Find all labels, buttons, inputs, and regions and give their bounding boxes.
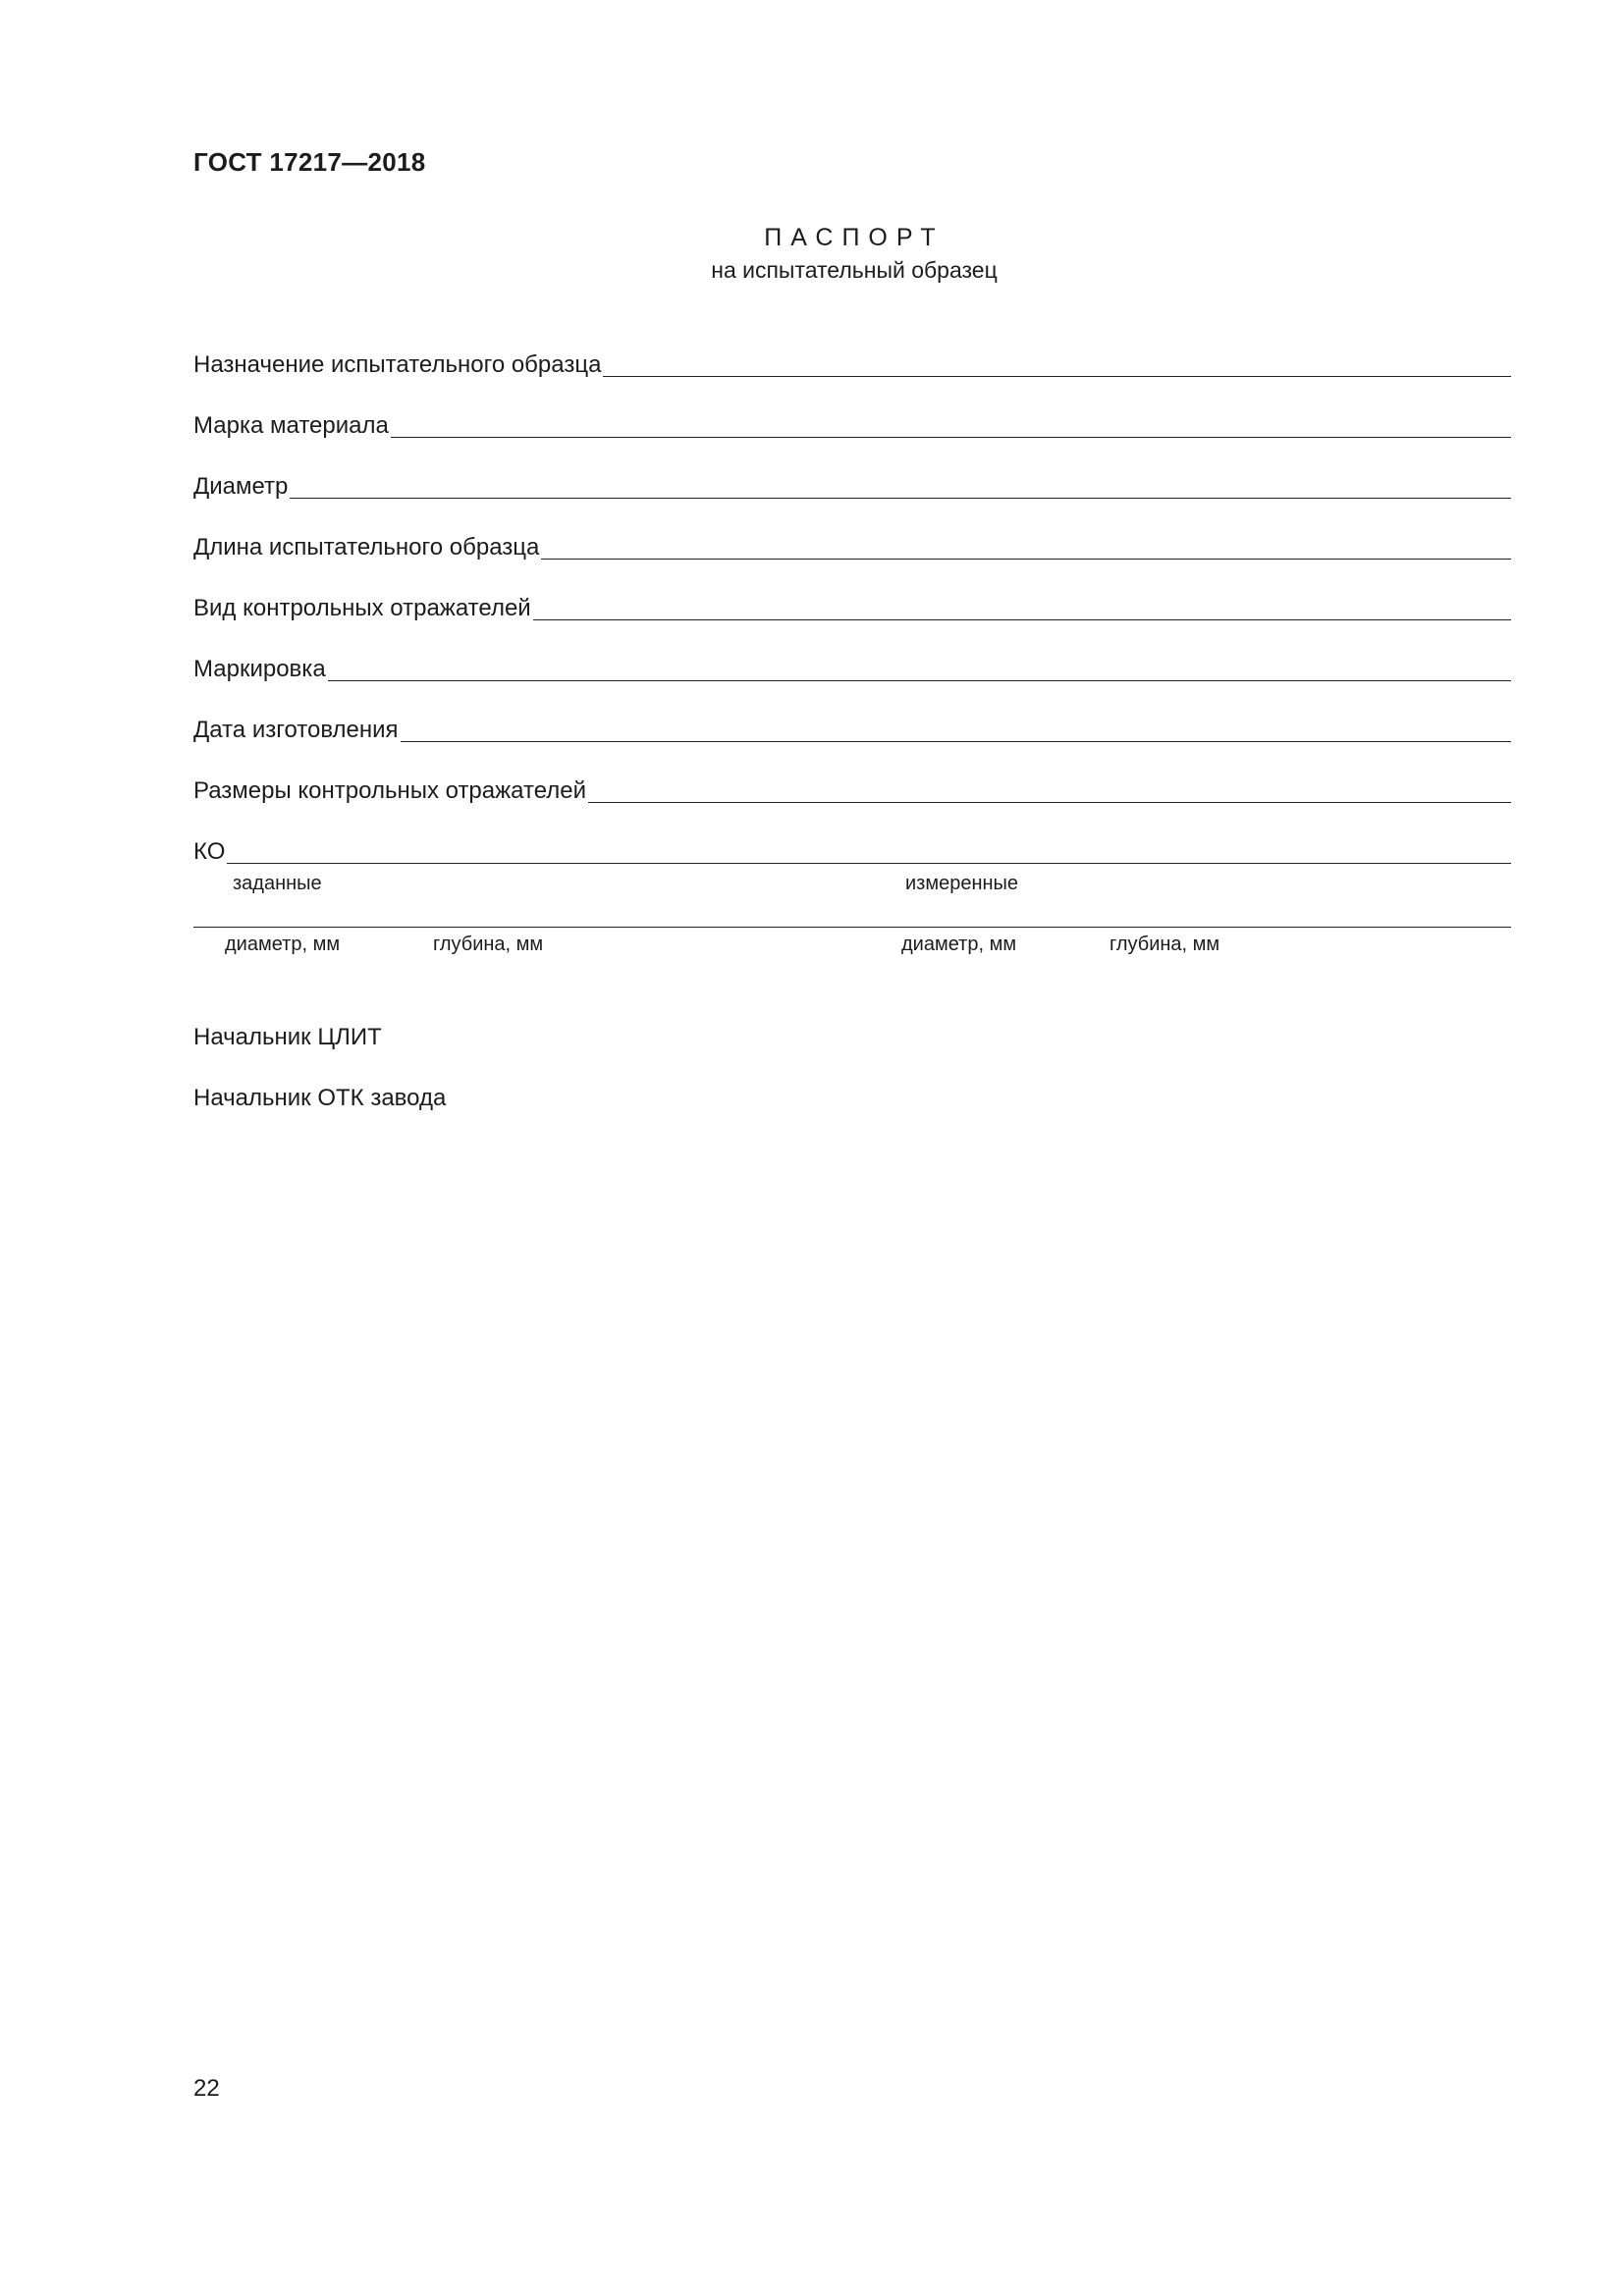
fill-line[interactable] — [603, 375, 1511, 377]
ko-measured-depth-label: глубина, мм — [1110, 934, 1220, 955]
fill-line[interactable] — [227, 862, 1511, 864]
fill-line[interactable] — [533, 618, 1511, 620]
field-marking[interactable] — [193, 650, 1511, 685]
page-number: 22 — [193, 2075, 220, 2102]
field-label: Маркировка — [193, 656, 326, 682]
ko-measured-label: измеренные — [905, 873, 1019, 894]
fill-line[interactable] — [541, 558, 1511, 560]
field-manufacture-date[interactable] — [193, 711, 1511, 746]
fill-line[interactable] — [588, 801, 1511, 803]
field-ko[interactable] — [193, 832, 1511, 868]
fill-line[interactable] — [401, 740, 1511, 742]
field-reflector-sizes[interactable] — [193, 772, 1511, 807]
field-purpose[interactable] — [193, 346, 1511, 381]
field-reflector-type[interactable] — [193, 589, 1511, 624]
fill-line[interactable] — [391, 436, 1511, 438]
fill-line[interactable] — [290, 497, 1511, 499]
field-diameter[interactable] — [193, 467, 1511, 503]
field-label: Дата изготовления — [193, 717, 399, 743]
field-label: Назначение испытательного образца — [193, 351, 602, 378]
field-label: КО — [193, 838, 226, 865]
ko-measured-diameter-label: диаметр, мм — [901, 934, 1017, 955]
field-material-grade[interactable] — [193, 406, 1511, 442]
signature-head-otk: Начальник ОТК завода — [193, 1085, 447, 1111]
field-label: Марка материала — [193, 412, 389, 439]
signature-head-lab: Начальник ЦЛИТ — [193, 1024, 382, 1050]
ko-values-line[interactable] — [193, 927, 1511, 928]
field-label: Вид контрольных отражателей — [193, 595, 531, 621]
field-label: Размеры контрольных отражателей — [193, 777, 587, 804]
ko-given-label: заданные — [233, 873, 322, 894]
field-label: Диаметр — [193, 473, 289, 500]
field-label: Длина испытательного образца — [193, 534, 540, 561]
document-title: ПАСПОРТ — [764, 224, 945, 251]
document-subtitle: на испытательный образец — [711, 257, 998, 283]
ko-given-diameter-label: диаметр, мм — [225, 934, 341, 955]
standard-code: ГОСТ 17217—2018 — [193, 147, 426, 177]
ko-given-depth-label: глубина, мм — [433, 934, 544, 955]
field-sample-length[interactable] — [193, 528, 1511, 563]
fill-line[interactable] — [328, 679, 1511, 681]
